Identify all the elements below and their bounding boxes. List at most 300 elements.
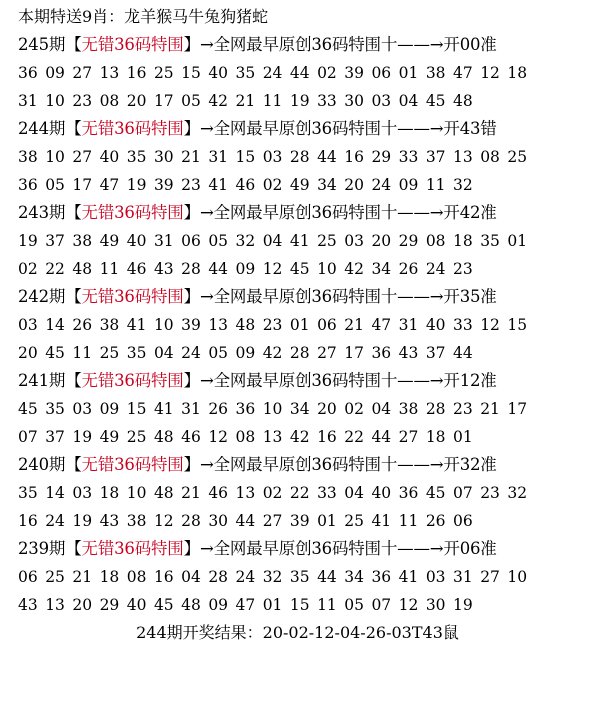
bracket-open: 【 xyxy=(65,455,82,474)
number-cell: 07 xyxy=(453,484,473,502)
number-row xyxy=(18,143,595,171)
number-cell: 49 xyxy=(289,176,310,194)
number-cell: 47 xyxy=(235,596,256,614)
number-cell: 24 xyxy=(425,260,446,278)
number-cell: 22 xyxy=(289,484,310,502)
number-cell: 05 xyxy=(344,596,364,614)
number-cell: 06 xyxy=(18,568,38,586)
number-row xyxy=(18,339,595,367)
highlight-label: 无错36码特围 xyxy=(81,287,184,306)
number-cell: 29 xyxy=(99,596,120,614)
number-cell: 29 xyxy=(398,232,419,250)
number-cell: 09 xyxy=(398,176,419,194)
number-cell: 27 xyxy=(317,344,337,362)
number-cell: 12 xyxy=(208,428,229,446)
number-cell: 34 xyxy=(317,176,337,194)
number-cell: 21 xyxy=(72,568,93,586)
number-row xyxy=(18,255,595,283)
number-row xyxy=(18,507,595,535)
number-cell: 28 xyxy=(181,512,201,530)
number-cell: 45 xyxy=(153,596,174,614)
bracket-close: 】 xyxy=(183,455,200,474)
number-cell: 18 xyxy=(99,484,120,502)
number-cell: 23 xyxy=(262,316,283,334)
number-cell: 03 xyxy=(262,148,283,166)
number-cell: 32 xyxy=(262,568,283,586)
number-cell: 44 xyxy=(208,260,229,278)
number-cell: 03 xyxy=(72,400,93,418)
number-cell: 35 xyxy=(235,64,256,82)
number-cell: 35 xyxy=(45,400,65,418)
number-cell: 40 xyxy=(126,232,147,250)
number-cell: 09 xyxy=(208,596,229,614)
number-cell: 32 xyxy=(453,176,473,194)
number-cell: 03 xyxy=(425,568,446,586)
number-cell: 10 xyxy=(45,148,65,166)
number-cell: 25 xyxy=(344,512,364,530)
number-cell: 15 xyxy=(181,64,201,82)
number-cell: 39 xyxy=(153,176,174,194)
number-cell: 26 xyxy=(208,400,229,418)
number-cell: 20 xyxy=(18,344,38,362)
number-cell: 43 xyxy=(398,344,419,362)
number-cell: 24 xyxy=(262,64,283,82)
number-cell: 19 xyxy=(18,232,38,250)
number-cell: 10 xyxy=(507,568,528,586)
number-cell: 27 xyxy=(72,148,93,166)
footer-result: 244期开奖结果：20-02-12-04-26-03T43鼠 xyxy=(136,623,459,642)
number-cell: 03 xyxy=(344,232,364,250)
section-header xyxy=(18,31,595,59)
number-cell: 23 xyxy=(453,260,473,278)
number-cell: 38 xyxy=(126,512,147,530)
number-cell: 33 xyxy=(317,92,337,110)
result-label: 42准 xyxy=(459,203,497,222)
number-cell: 28 xyxy=(289,148,310,166)
bracket-close: 】 xyxy=(183,539,200,558)
number-cell: 46 xyxy=(208,484,229,502)
number-cell: 27 xyxy=(398,428,419,446)
number-cell: 01 xyxy=(317,512,337,530)
number-cell: 06 xyxy=(317,316,337,334)
number-cell: 04 xyxy=(262,232,283,250)
number-cell: 31 xyxy=(453,568,473,586)
result-label: 32准 xyxy=(459,455,497,474)
number-cell: 36 xyxy=(398,484,419,502)
number-cell: 31 xyxy=(153,232,174,250)
number-cell: 09 xyxy=(235,260,256,278)
number-cell: 44 xyxy=(235,512,256,530)
number-cell: 11 xyxy=(398,512,419,530)
number-cell: 32 xyxy=(507,484,528,502)
number-cell: 45 xyxy=(425,92,446,110)
number-cell: 46 xyxy=(126,260,147,278)
number-cell: 19 xyxy=(453,596,473,614)
number-cell: 15 xyxy=(289,596,310,614)
number-row xyxy=(18,479,595,507)
bracket-close: 】 xyxy=(183,35,200,54)
number-cell: 33 xyxy=(398,148,419,166)
number-cell: 44 xyxy=(453,344,473,362)
period-label: 244期 xyxy=(18,119,66,138)
number-cell: 07 xyxy=(18,428,38,446)
tagline: →全网最早原创36码特围十——→开 xyxy=(199,287,460,306)
number-cell: 14 xyxy=(45,484,65,502)
number-cell: 10 xyxy=(153,316,174,334)
number-cell: 21 xyxy=(181,148,201,166)
number-cell: 12 xyxy=(480,64,500,82)
number-cell: 37 xyxy=(425,148,446,166)
number-row xyxy=(18,311,595,339)
number-cell: 25 xyxy=(153,64,174,82)
number-cell: 10 xyxy=(45,92,65,110)
number-cell: 21 xyxy=(181,484,201,502)
number-cell: 36 xyxy=(18,64,38,82)
number-cell: 41 xyxy=(126,316,147,334)
result-label: 00准 xyxy=(459,35,497,54)
number-cell: 01 xyxy=(262,596,283,614)
number-cell: 04 xyxy=(344,484,364,502)
number-row xyxy=(18,59,595,87)
number-cell: 38 xyxy=(99,316,120,334)
number-cell: 34 xyxy=(289,400,310,418)
number-cell: 37 xyxy=(45,428,65,446)
number-row xyxy=(18,171,595,199)
number-cell: 33 xyxy=(453,316,473,334)
intro-line: 本期特送9肖：龙羊猴马牛兔狗猪蛇 xyxy=(18,7,269,26)
number-cell: 25 xyxy=(126,428,147,446)
section-header xyxy=(18,367,595,395)
number-cell: 42 xyxy=(289,428,310,446)
number-cell: 40 xyxy=(208,64,229,82)
number-row xyxy=(18,227,595,255)
number-cell: 13 xyxy=(262,428,283,446)
number-cell: 39 xyxy=(289,512,310,530)
number-cell: 31 xyxy=(398,316,419,334)
period-label: 240期 xyxy=(18,455,66,474)
number-cell: 19 xyxy=(72,512,93,530)
number-cell: 20 xyxy=(126,92,147,110)
number-cell: 17 xyxy=(507,400,528,418)
number-cell: 27 xyxy=(262,512,283,530)
number-cell: 34 xyxy=(344,568,364,586)
number-cell: 47 xyxy=(453,64,473,82)
number-cell: 08 xyxy=(99,92,120,110)
number-cell: 11 xyxy=(72,344,93,362)
number-cell: 25 xyxy=(317,232,337,250)
number-cell: 43 xyxy=(99,512,120,530)
number-cell: 24 xyxy=(371,176,392,194)
number-cell: 27 xyxy=(480,568,500,586)
number-cell: 03 xyxy=(371,92,392,110)
number-cell: 17 xyxy=(344,344,364,362)
number-cell: 45 xyxy=(289,260,310,278)
number-cell: 20 xyxy=(72,596,93,614)
number-cell: 47 xyxy=(371,316,392,334)
number-cell: 01 xyxy=(507,232,528,250)
number-cell: 38 xyxy=(425,64,446,82)
number-cell: 18 xyxy=(453,232,473,250)
number-cell: 09 xyxy=(99,400,120,418)
tagline: →全网最早原创36码特围十——→开 xyxy=(199,455,460,474)
section-header xyxy=(18,535,595,563)
number-cell: 05 xyxy=(45,176,65,194)
number-cell: 40 xyxy=(126,596,147,614)
number-cell: 01 xyxy=(398,64,419,82)
tagline: →全网最早原创36码特围十——→开 xyxy=(199,539,460,558)
number-cell: 16 xyxy=(18,512,38,530)
number-cell: 18 xyxy=(507,64,528,82)
number-cell: 14 xyxy=(45,316,65,334)
number-cell: 09 xyxy=(235,344,256,362)
number-cell: 30 xyxy=(208,512,229,530)
number-cell: 10 xyxy=(317,260,337,278)
number-cell: 09 xyxy=(45,64,65,82)
number-cell: 33 xyxy=(317,484,337,502)
number-cell: 22 xyxy=(344,428,364,446)
number-cell: 45 xyxy=(18,400,38,418)
sections-container xyxy=(18,31,595,619)
number-cell: 49 xyxy=(99,428,120,446)
number-cell: 21 xyxy=(344,316,364,334)
number-cell: 38 xyxy=(398,400,419,418)
number-cell: 37 xyxy=(425,344,446,362)
number-cell: 48 xyxy=(72,260,93,278)
number-cell: 02 xyxy=(317,64,337,82)
number-cell: 34 xyxy=(371,260,392,278)
tagline: →全网最早原创36码特围十——→开 xyxy=(199,119,460,138)
number-cell: 35 xyxy=(289,568,310,586)
number-cell: 37 xyxy=(45,232,65,250)
bracket-open: 【 xyxy=(65,35,82,54)
number-cell: 36 xyxy=(371,344,392,362)
number-cell: 24 xyxy=(235,568,256,586)
number-cell: 15 xyxy=(235,148,256,166)
number-cell: 48 xyxy=(153,484,174,502)
number-cell: 02 xyxy=(262,484,283,502)
bracket-open: 【 xyxy=(65,539,82,558)
number-cell: 16 xyxy=(153,568,174,586)
number-cell: 31 xyxy=(208,148,229,166)
number-cell: 13 xyxy=(208,316,229,334)
number-cell: 21 xyxy=(480,400,500,418)
number-cell: 04 xyxy=(181,568,201,586)
number-cell: 23 xyxy=(480,484,500,502)
number-cell: 29 xyxy=(371,148,392,166)
number-cell: 07 xyxy=(371,596,392,614)
number-cell: 27 xyxy=(72,64,93,82)
number-cell: 26 xyxy=(425,512,446,530)
number-cell: 06 xyxy=(181,232,201,250)
number-row xyxy=(18,395,595,423)
highlight-label: 无错36码特围 xyxy=(81,455,184,474)
bracket-open: 【 xyxy=(65,371,82,390)
number-cell: 24 xyxy=(181,344,201,362)
number-cell: 18 xyxy=(425,428,446,446)
number-row xyxy=(18,423,595,451)
number-cell: 31 xyxy=(18,92,38,110)
period-label: 241期 xyxy=(18,371,66,390)
number-cell: 02 xyxy=(344,400,364,418)
number-cell: 35 xyxy=(126,148,147,166)
number-cell: 35 xyxy=(480,232,500,250)
number-cell: 03 xyxy=(18,316,38,334)
number-cell: 23 xyxy=(453,400,473,418)
number-cell: 08 xyxy=(235,428,256,446)
tagline: →全网最早原创36码特围十——→开 xyxy=(199,203,460,222)
bracket-open: 【 xyxy=(65,287,82,306)
number-cell: 26 xyxy=(398,260,419,278)
number-cell: 45 xyxy=(45,344,65,362)
number-cell: 39 xyxy=(181,316,201,334)
result-label: 43错 xyxy=(459,119,497,138)
number-cell: 35 xyxy=(18,484,38,502)
number-cell: 02 xyxy=(262,176,283,194)
number-cell: 19 xyxy=(289,92,310,110)
number-cell: 15 xyxy=(507,316,528,334)
number-cell: 45 xyxy=(425,484,446,502)
number-cell: 38 xyxy=(72,232,93,250)
number-cell: 13 xyxy=(453,148,473,166)
number-row xyxy=(18,87,595,115)
number-cell: 10 xyxy=(262,400,283,418)
number-cell: 30 xyxy=(425,596,446,614)
number-cell: 41 xyxy=(371,512,392,530)
number-cell: 48 xyxy=(453,92,473,110)
highlight-label: 无错36码特围 xyxy=(81,371,184,390)
number-cell: 16 xyxy=(317,428,337,446)
number-row xyxy=(18,563,595,591)
number-cell: 38 xyxy=(18,148,38,166)
number-cell: 41 xyxy=(289,232,310,250)
number-row xyxy=(18,591,595,619)
number-cell: 47 xyxy=(99,176,120,194)
number-cell: 40 xyxy=(371,484,392,502)
bracket-close: 】 xyxy=(183,203,200,222)
number-cell: 42 xyxy=(262,344,283,362)
tagline: →全网最早原创36码特围十——→开 xyxy=(199,35,460,54)
number-cell: 01 xyxy=(289,316,310,334)
number-cell: 32 xyxy=(235,232,256,250)
number-cell: 02 xyxy=(18,260,38,278)
number-cell: 11 xyxy=(425,176,446,194)
number-cell: 25 xyxy=(99,344,120,362)
section-header xyxy=(18,115,595,143)
result-label: 12准 xyxy=(459,371,497,390)
number-cell: 17 xyxy=(153,92,174,110)
number-cell: 30 xyxy=(153,148,174,166)
number-cell: 42 xyxy=(344,260,364,278)
number-cell: 19 xyxy=(72,428,93,446)
number-cell: 18 xyxy=(99,568,120,586)
number-cell: 40 xyxy=(425,316,446,334)
bracket-close: 】 xyxy=(183,287,200,306)
number-cell: 23 xyxy=(181,176,201,194)
number-cell: 08 xyxy=(126,568,147,586)
number-cell: 20 xyxy=(371,232,392,250)
number-cell: 30 xyxy=(344,92,364,110)
number-cell: 44 xyxy=(289,64,310,82)
section-header xyxy=(18,283,595,311)
number-cell: 41 xyxy=(153,400,174,418)
number-cell: 05 xyxy=(181,92,201,110)
number-cell: 46 xyxy=(235,176,256,194)
number-cell: 48 xyxy=(181,596,201,614)
highlight-label: 无错36码特围 xyxy=(81,203,184,222)
number-cell: 49 xyxy=(99,232,120,250)
result-label: 35准 xyxy=(459,287,497,306)
number-cell: 44 xyxy=(371,428,392,446)
number-cell: 13 xyxy=(235,484,256,502)
bracket-close: 】 xyxy=(183,119,200,138)
number-cell: 36 xyxy=(18,176,38,194)
number-cell: 28 xyxy=(181,260,201,278)
number-cell: 11 xyxy=(317,596,337,614)
number-cell: 12 xyxy=(398,596,419,614)
number-cell: 40 xyxy=(99,148,120,166)
number-cell: 43 xyxy=(18,596,38,614)
section-header xyxy=(18,199,595,227)
number-cell: 28 xyxy=(425,400,446,418)
period-label: 242期 xyxy=(18,287,66,306)
number-cell: 13 xyxy=(99,64,120,82)
number-cell: 15 xyxy=(126,400,147,418)
number-cell: 05 xyxy=(208,232,229,250)
period-label: 243期 xyxy=(18,203,66,222)
number-cell: 31 xyxy=(181,400,201,418)
number-cell: 35 xyxy=(126,344,147,362)
number-cell: 12 xyxy=(153,512,174,530)
highlight-label: 无错36码特围 xyxy=(81,119,184,138)
number-cell: 10 xyxy=(126,484,147,502)
number-cell: 41 xyxy=(398,568,419,586)
number-cell: 12 xyxy=(480,316,500,334)
number-cell: 16 xyxy=(344,148,364,166)
number-cell: 04 xyxy=(398,92,419,110)
number-cell: 04 xyxy=(371,400,392,418)
number-cell: 16 xyxy=(126,64,147,82)
number-cell: 01 xyxy=(453,428,473,446)
period-label: 239期 xyxy=(18,539,66,558)
number-cell: 05 xyxy=(208,344,229,362)
number-cell: 03 xyxy=(72,484,93,502)
number-cell: 11 xyxy=(99,260,120,278)
bracket-open: 【 xyxy=(65,119,82,138)
number-cell: 48 xyxy=(153,428,174,446)
number-cell: 44 xyxy=(317,148,337,166)
number-cell: 36 xyxy=(371,568,392,586)
number-cell: 39 xyxy=(344,64,364,82)
number-cell: 44 xyxy=(317,568,337,586)
number-cell: 42 xyxy=(208,92,229,110)
number-cell: 06 xyxy=(453,512,473,530)
number-cell: 12 xyxy=(262,260,283,278)
number-cell: 28 xyxy=(208,568,229,586)
highlight-label: 无错36码特围 xyxy=(81,35,184,54)
number-cell: 11 xyxy=(262,92,283,110)
number-cell: 13 xyxy=(45,596,65,614)
number-cell: 41 xyxy=(208,176,229,194)
number-cell: 48 xyxy=(235,316,256,334)
number-cell: 04 xyxy=(153,344,174,362)
number-cell: 24 xyxy=(45,512,65,530)
number-cell: 06 xyxy=(371,64,392,82)
highlight-label: 无错36码特围 xyxy=(81,539,184,558)
number-cell: 46 xyxy=(181,428,201,446)
bracket-close: 】 xyxy=(183,371,200,390)
number-cell: 20 xyxy=(317,400,337,418)
number-cell: 43 xyxy=(153,260,174,278)
